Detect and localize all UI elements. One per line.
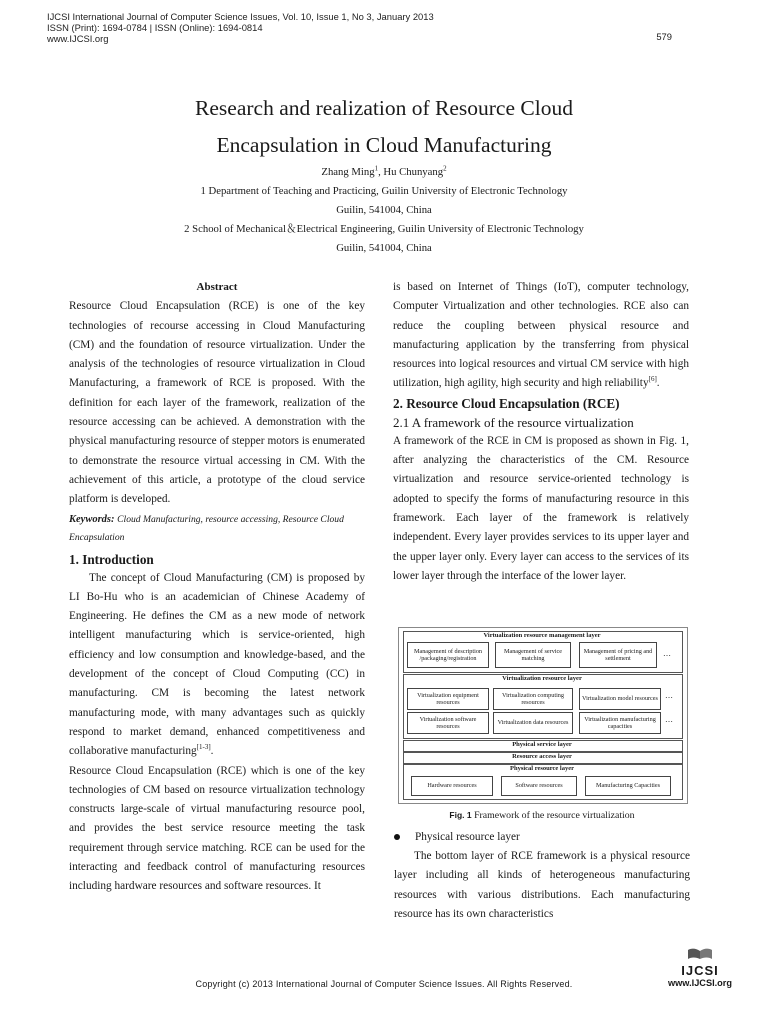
left-column [69,278,365,897]
vr-box-model: Virtualization model resources [579,688,661,710]
copyright-footer: Copyright (c) 2013 International Journal of Computer Science Issues. All Rights Reserved. [195,979,573,989]
mgmt-box-2: Management of service matching [495,642,571,668]
right-column [393,278,689,586]
figure-1-label: Fig. 1 [449,810,472,820]
authors [0,163,768,182]
ref-6[interactable]: [6] [648,375,657,384]
intro-paragraph-2-cont [393,278,689,394]
mgmt-ellipsis: … [663,649,671,658]
vr-box-software: Virtualization software resources [407,712,489,734]
figure-1-caption [398,810,686,821]
section-2-heading: 2. Resource Cloud Encapsulation (RCE) [393,395,620,411]
vr-ellipsis-1: … [665,691,673,700]
keywords-label: Keywords: [69,513,115,525]
affiliation-1: 1 Department of Teaching and Practicing, Guilin University of Electronic Technology [200,185,568,197]
section-2-paragraph-1: A framework of the RCE in CM is proposed as shown in Fig. 1, after analyzing the characteristics of the CM. Resource virtualization and resource service-oriented technology is adopted to specify the forms of manufacturing resource in this framework. Each layer of the framework is relatively independent. Every layer provides services to its upper layer and the upper layer only. Every layer can access to the services of its lower layer through the interface of the lower layer. [393,434,689,582]
author-2-sup: 2 [443,164,447,173]
keywords [69,511,365,548]
intro-paragraph-2: Resource Cloud Encapsulation (RCE) which is one of the key technologies of CM based on resource virtualization technology constructs large-scale of virtual manufacturing resource pool, and provides the best service resource meeting the task requirement through service matching. RCE can be used for the interacting and feedback control of manufacturing resources including hardware resources and software resources. It [69,764,365,893]
ref-1-3[interactable]: [1-3] [196,743,211,752]
phys-box-software: Software resources [501,776,577,796]
phys-box-hardware: Hardware resources [411,776,493,796]
book-logo-icon [687,948,713,960]
affiliation-1-city: Guilin, 541004, China [336,204,432,216]
page-number: 579 [656,31,672,42]
mgmt-box-3: Management of pricing and settlement [579,642,657,668]
issn-line: ISSN (Print): 1694-0784 | ISSN (Online): 1694-0814 [47,22,263,33]
abstract-heading: Abstract [196,281,238,293]
vr-box-data: Virtualization data resources [493,712,573,734]
vr-box-equipment: Virtualization equipment resources [407,688,489,710]
section-2-1-heading: 2.1 A framework of the resource virtualization [393,414,634,430]
author-1: Zhang Ming [321,166,375,178]
bullet-paragraph: The bottom layer of RCE framework is a physical resource layer including all kinds of heterogeneous manufacturing resources with various distributions. Each manufacturing resource has its own characteristics [394,850,690,920]
vr-ellipsis-2: … [665,715,673,724]
title-line-2: Encapsulation in Cloud Manufacturing [216,133,552,157]
logo-url[interactable]: www.IJCSI.org [668,978,732,988]
bullet-dot-icon [394,834,400,840]
mgmt-box-1: Management of description /packaging/registration [407,642,489,668]
author-2: , Hu Chunyang [378,166,444,178]
journal-line: IJCSI International Journal of Computer Science Issues, Vol. 10, Issue 1, No 3, January 2013 [47,11,434,22]
abstract-text: Resource Cloud Encapsulation (RCE) is one of the key technologies of recourse accessing in Cloud Manufacturing (CM) and the foundation of resource virtualization. Under the analysis of the technologies of resource virtualization in Cloud Manufacturing, a framework of RCE is proposed. With the definition for each layer of the framework, realization of the resource accessing can be achieved. A demonstration with the physical manufacturing resource of stepper motors is enumerated to demonstrate the resource virtual accessing in CM. With the achievement of this article, a prototype of the cloud service platform is developed. [69,300,365,506]
intro-p2-cont-text: is based on Internet of Things (IoT), computer technology, Computer Virtualization and other technologies. RCE also can reduce the coupling between physical resource and manufacturing application by the transferring from physical resources into logical resources and virtual CM service with high utilization, high agility, high security and high reliability [393,281,689,390]
phys-layer-label: Physical resource layer [509,765,575,772]
service-layer-label: Physical service layer [512,741,572,748]
physical-layer-bullet [394,828,690,924]
intro-p2-end: . [656,377,660,390]
intro-paragraph-1 [69,569,365,762]
title-line-1: Research and realization of Resource Cloud [195,96,573,120]
affiliation-2-city: Guilin, 541004, China [336,242,432,254]
affiliation-2: 2 School of Mechanical＆Electrical Engineering, Guilin University of Electronic Technology [184,223,584,235]
keywords-text: Cloud Manufacturing, resource accessing, Resource Cloud Encapsulation [69,513,344,544]
author-1-sup: 1 [374,164,379,173]
vr-layer-label: Virtualization resource layer [502,675,582,682]
mgmt-layer-label: Virtualization resource management layer [483,632,601,639]
phys-box-capacities: Manufacturing Capacities [585,776,671,796]
figure-1-caption-text: Framework of the resource virtualization [474,810,635,821]
intro-p1-end: . [210,745,214,758]
access-layer-label: Resource access layer [512,753,572,760]
logo-text: IJCSI [681,963,719,978]
vr-box-computing: Virtualization computing resources [493,688,573,710]
intro-p1-text: The concept of Cloud Manufacturing (CM) is proposed by LI Bo-Hu who is an academician of Chinese Academy of Engineering. He defines the CM as a new mode of network intelligent manufacturing which is service-oriented, high efficiency and low consumption and knowledge-based, and the development of the concept of Cloud Computing (CC) in manufacturing. CM is becoming the latest network manufacturing mode, with many advantages such as quickly respond to market demand, enhanced competitiveness and collaborative manufacturing [69,571,365,758]
journal-url[interactable]: www.IJCSI.org [47,33,109,44]
vr-box-capacities: Virtualization manufacturing capacities [579,712,661,734]
intro-heading: 1. Introduction [69,551,154,567]
bullet-label: Physical resource layer [415,831,520,843]
figure-1 [398,627,688,804]
